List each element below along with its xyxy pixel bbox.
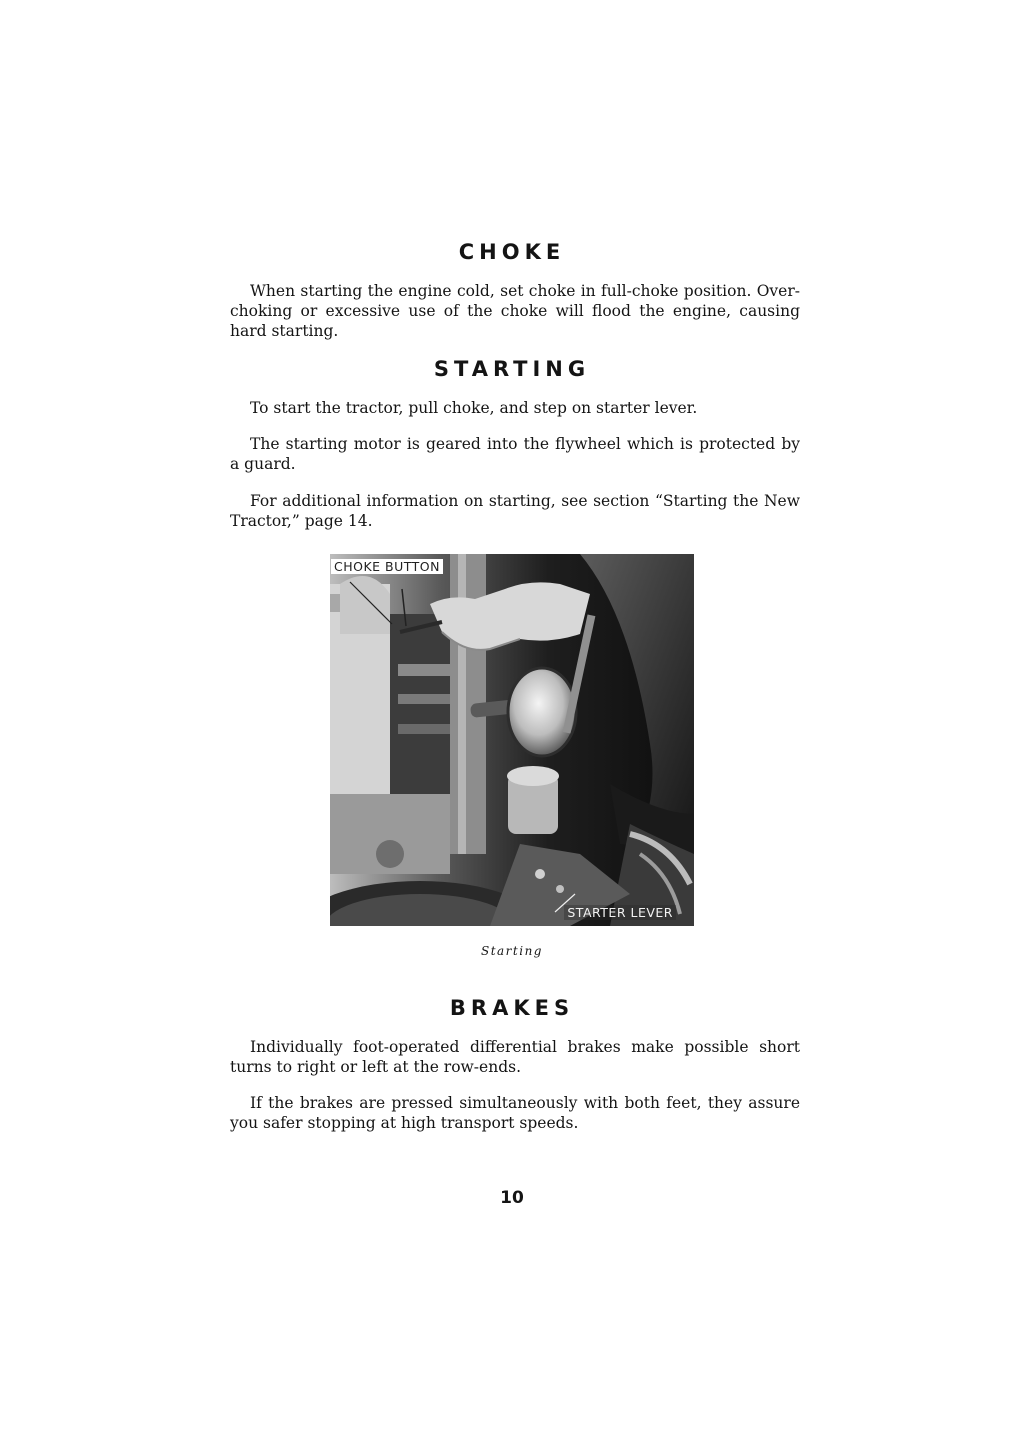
starting-paragraph-2: The starting motor is geared into the flywheel which is protected by a guard. (230, 435, 800, 473)
choke-heading: CHOKE (458, 240, 566, 264)
brakes-heading: BRAKES (449, 996, 575, 1020)
choke-paragraph: When starting the engine cold, set choke in full-choke position. Over-choking or excessive use of the choke will flood the engine, causing hard starting. (230, 282, 800, 340)
starter-lever-label: STARTER LEVER (564, 905, 676, 920)
tractor-photo-illustration (330, 554, 694, 926)
starting-paragraph-3: For additional information on starting, see section “Starting the New Tractor,” page 14. (230, 492, 800, 530)
starting-heading: STARTING (433, 357, 591, 381)
starting-photo (330, 554, 694, 926)
page-number: 10 (500, 1188, 524, 1208)
choke-button-label: CHOKE BUTTON (331, 559, 443, 574)
figure-caption: Starting (480, 944, 543, 958)
brakes-paragraph-2: If the brakes are pressed simultaneously with both feet, they assure you safer stopping at high transport speeds. (230, 1094, 800, 1132)
brakes-paragraph-1: Individually foot-operated differential brakes make possible short turns to right or left at the row-ends. (230, 1038, 800, 1076)
starting-paragraph-1: To start the tractor, pull choke, and step on starter lever. (250, 399, 698, 417)
